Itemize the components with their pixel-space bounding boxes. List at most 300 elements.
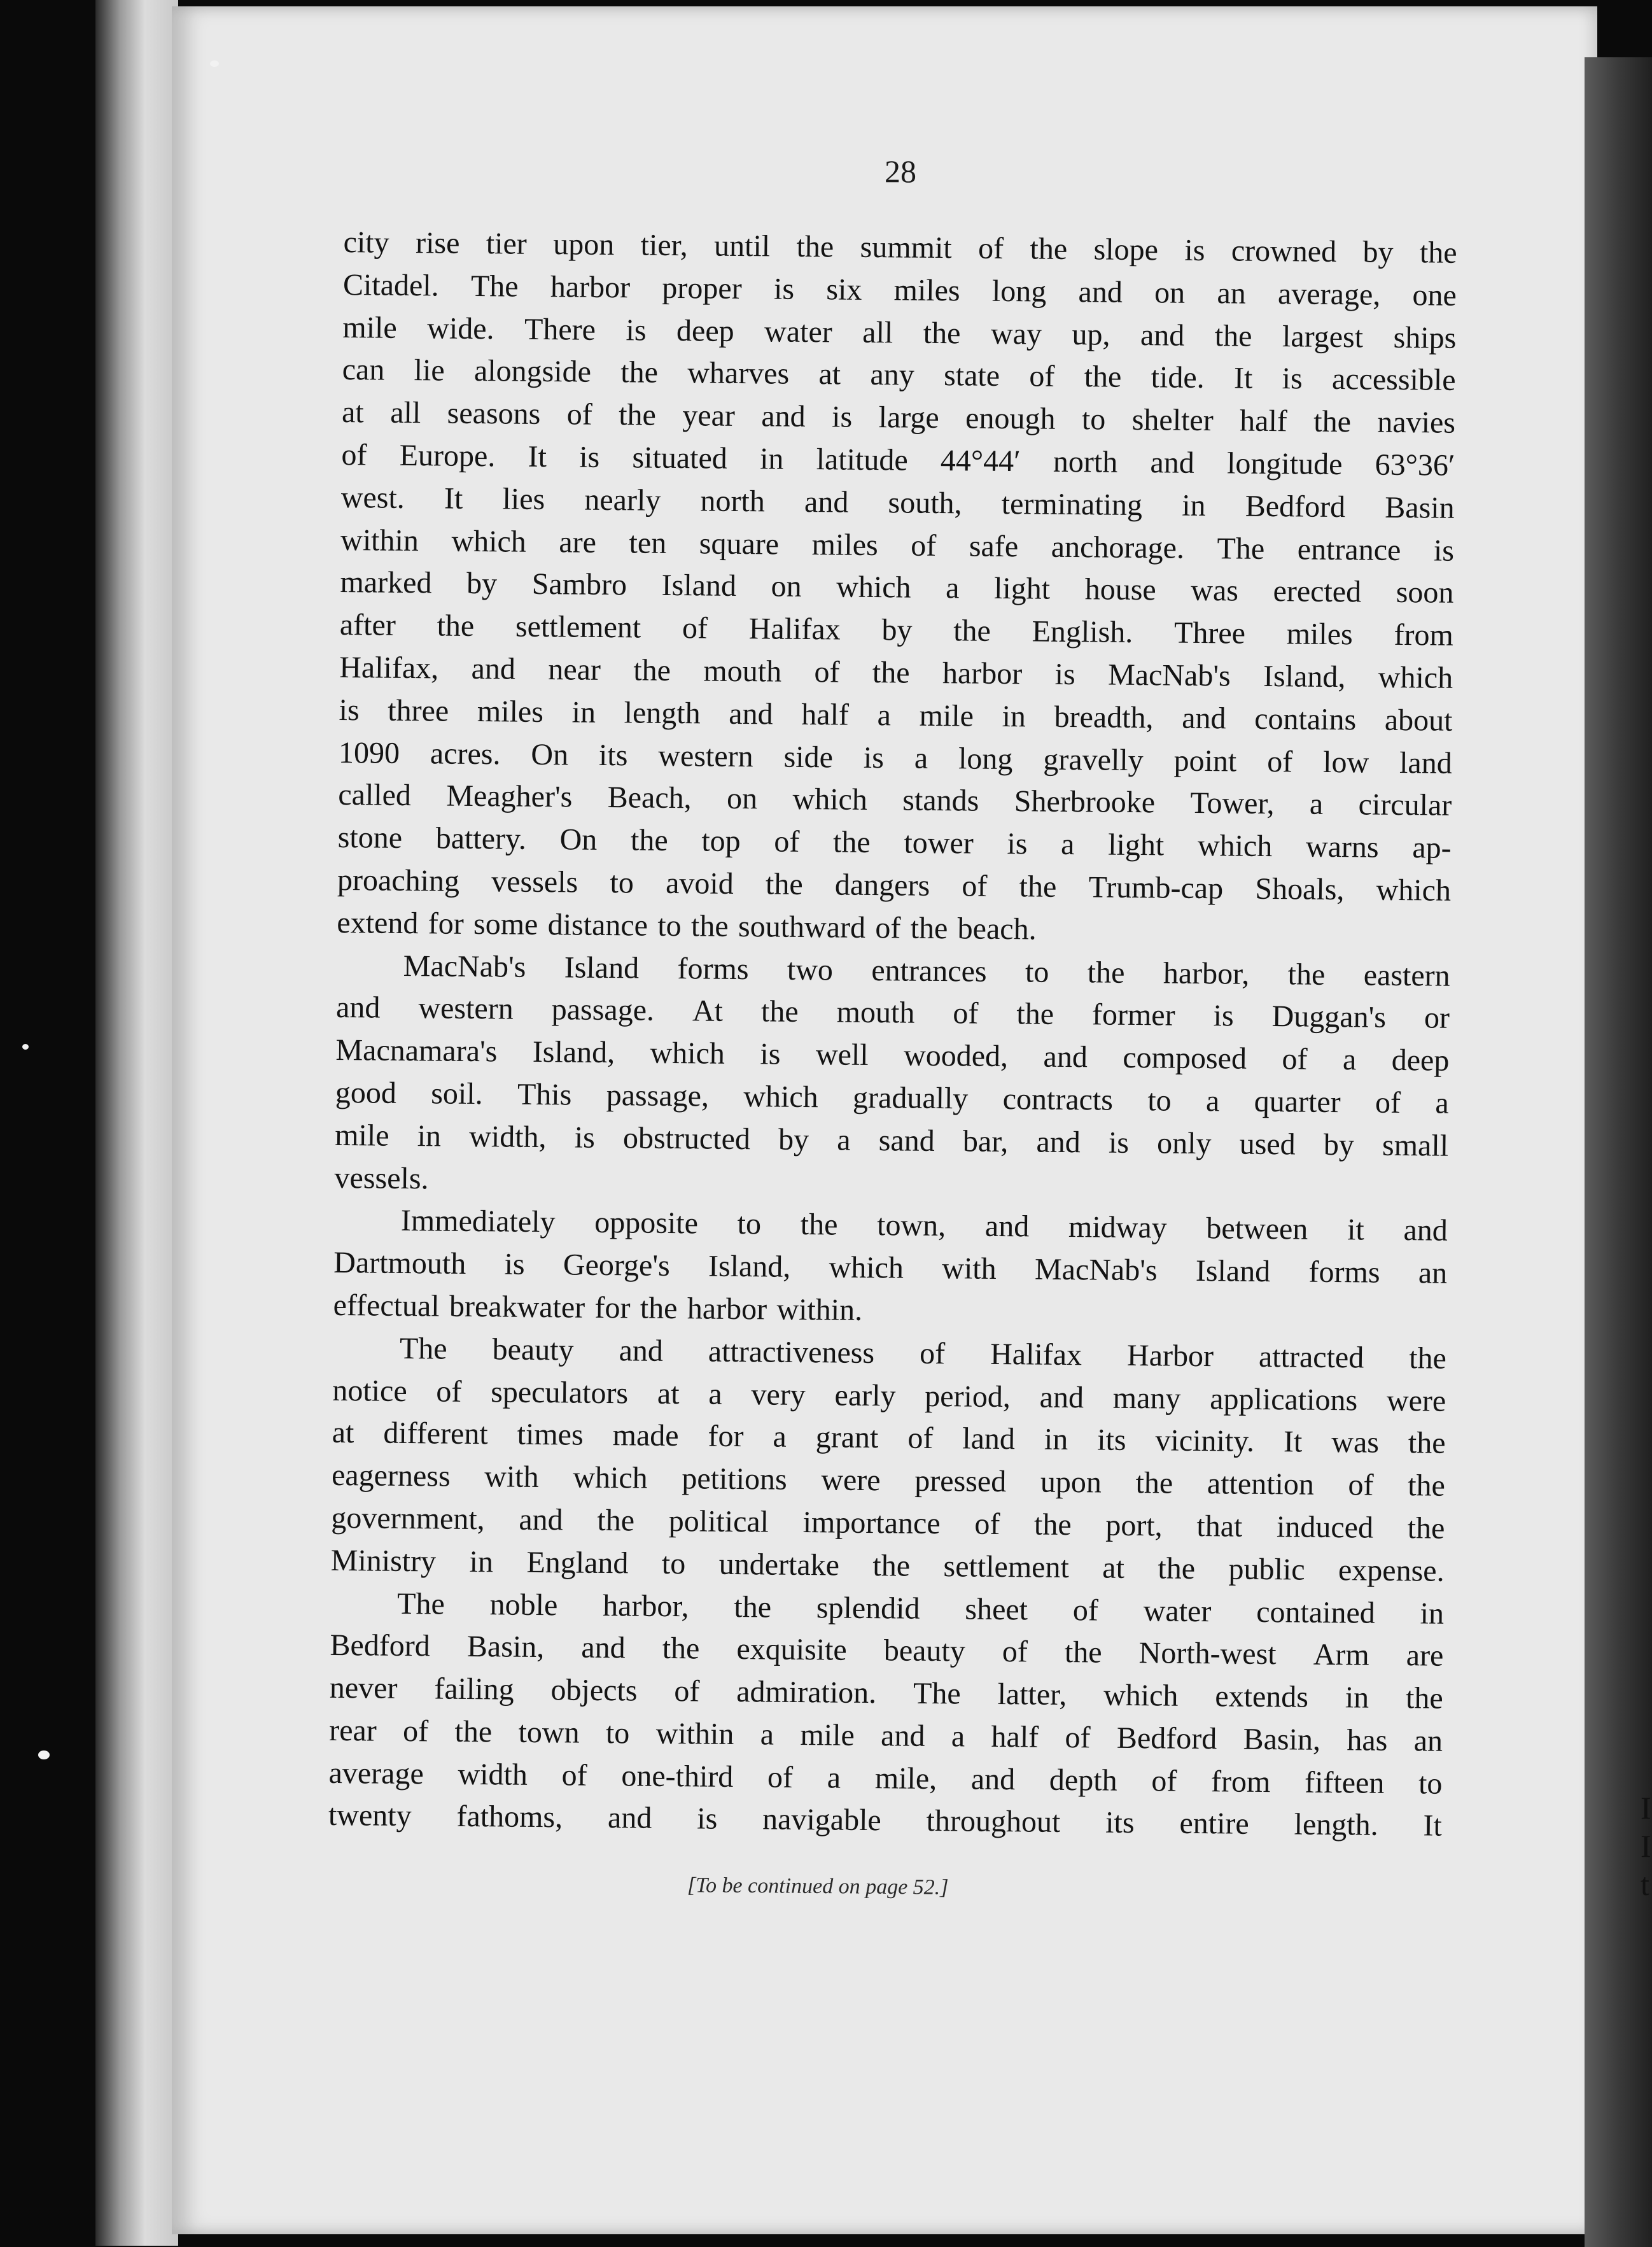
word: and <box>729 696 773 731</box>
word: Arm <box>1313 1638 1369 1672</box>
word: an <box>1217 276 1247 311</box>
word: mile, <box>874 1761 937 1796</box>
word: was <box>1331 1425 1380 1460</box>
word: latitude <box>816 442 908 477</box>
word: contracts <box>1002 1081 1114 1117</box>
word: is <box>1007 827 1028 861</box>
word: pressed <box>914 1463 1007 1499</box>
word: by <box>1362 235 1394 269</box>
word: different <box>383 1416 488 1451</box>
word: Macnamara's <box>335 1033 498 1069</box>
dust-speck <box>22 1044 29 1050</box>
word: to <box>1147 1083 1172 1118</box>
word: contained <box>1256 1595 1376 1630</box>
word: one <box>1412 278 1457 313</box>
word: well <box>815 1038 869 1073</box>
word: average, <box>1277 276 1381 312</box>
dust-speck <box>38 1750 50 1759</box>
word: and <box>607 1801 652 1836</box>
word: ap- <box>1412 831 1452 865</box>
word: The <box>399 1331 447 1366</box>
word: stone <box>337 821 403 856</box>
word: of <box>875 910 901 945</box>
word: a <box>1060 828 1075 862</box>
word: ten <box>629 525 667 560</box>
word: Island <box>661 568 737 603</box>
adjacent-page-edge <box>1585 57 1652 2247</box>
word: the <box>630 823 668 858</box>
word: Bedford <box>330 1628 431 1663</box>
word: Bedford <box>1116 1721 1217 1756</box>
word: acres. <box>430 736 501 771</box>
word: which <box>1197 829 1273 864</box>
word: used <box>1239 1127 1296 1162</box>
word: opposite <box>594 1206 699 1241</box>
word: failing <box>434 1672 514 1707</box>
word: it <box>1347 1213 1365 1247</box>
word: safe <box>969 529 1019 563</box>
word: the <box>633 653 671 687</box>
word: midway <box>1068 1210 1167 1245</box>
word: situated <box>632 440 728 475</box>
word: settlement <box>515 609 641 645</box>
word: which <box>1376 873 1452 908</box>
word: the <box>872 655 910 690</box>
dust-speck <box>210 60 219 67</box>
word: Basin <box>1385 490 1455 525</box>
word: deep <box>1391 1043 1450 1078</box>
word: the <box>1064 1635 1102 1670</box>
word: longitude <box>1226 446 1343 482</box>
word: after <box>339 608 396 642</box>
word: 44°44′ <box>940 444 1021 479</box>
word: notice <box>332 1373 407 1408</box>
word: a <box>945 571 960 605</box>
word: of <box>1065 1720 1091 1755</box>
word: lies <box>502 482 545 516</box>
word: house <box>1084 572 1156 607</box>
word: at <box>341 395 365 430</box>
word: of <box>774 824 800 859</box>
word: many <box>1112 1381 1181 1416</box>
word: in <box>1044 1422 1068 1457</box>
word: some <box>473 906 538 941</box>
word: quarter <box>1254 1084 1341 1120</box>
word: extends <box>1215 1679 1309 1714</box>
word: the <box>662 1631 700 1666</box>
word: the <box>1408 1341 1447 1376</box>
word: with <box>942 1251 997 1286</box>
word: Bedford <box>1245 489 1346 524</box>
word: fifteen <box>1304 1765 1385 1800</box>
word: It <box>528 439 547 474</box>
word: and <box>1036 1125 1081 1159</box>
word: of <box>566 397 593 432</box>
word: the <box>618 398 657 432</box>
word: 63°36′ <box>1375 447 1455 483</box>
word: the <box>1408 1426 1446 1461</box>
word: the <box>953 614 991 648</box>
word: a <box>760 1717 774 1752</box>
word: dangers <box>834 868 930 903</box>
word: MacNab's <box>1034 1252 1158 1288</box>
word: a <box>951 1719 965 1754</box>
word: for <box>594 1290 631 1325</box>
word: grant <box>815 1420 879 1455</box>
word: tier <box>486 227 528 261</box>
word: which <box>573 1460 648 1495</box>
word: western <box>418 991 514 1026</box>
word: This <box>517 1077 572 1112</box>
word: western <box>658 738 753 773</box>
word: George's <box>563 1248 670 1283</box>
word: is <box>831 400 853 434</box>
word: only <box>1156 1126 1212 1160</box>
word: a <box>827 1761 841 1795</box>
word: a <box>877 698 892 733</box>
word: mile <box>342 310 397 345</box>
word: terminating <box>1001 486 1143 522</box>
word: are <box>1406 1638 1444 1673</box>
word: beach. <box>957 912 1037 947</box>
word: is <box>696 1801 718 1836</box>
word: noble <box>489 1587 558 1622</box>
word: the <box>1407 1469 1446 1503</box>
word: in <box>1181 488 1206 523</box>
word: one-third <box>621 1758 734 1794</box>
word: Ministry <box>330 1543 437 1579</box>
word: its <box>598 738 628 772</box>
word: attention <box>1207 1467 1315 1502</box>
word: and <box>984 1209 1030 1244</box>
word: upon <box>1040 1465 1102 1500</box>
word: Halifax, <box>339 650 439 686</box>
word: small <box>1382 1128 1449 1163</box>
word: by <box>1323 1127 1355 1162</box>
word: There <box>524 312 596 347</box>
word: vicinity. <box>1155 1423 1255 1459</box>
word: two <box>787 952 834 987</box>
word: length. <box>1294 1807 1378 1843</box>
word: miles <box>893 273 960 308</box>
word: 1090 <box>338 735 400 770</box>
word: Basin, <box>466 1630 545 1665</box>
word: the <box>734 1589 772 1624</box>
body-text <box>328 222 1457 1848</box>
word: harbor <box>942 656 1023 691</box>
word: never <box>329 1670 398 1706</box>
word: harbor, <box>1163 955 1250 991</box>
word: rear <box>328 1713 377 1748</box>
word: and <box>1043 1039 1088 1074</box>
word: and <box>1182 701 1226 736</box>
word: harbor <box>687 1292 767 1327</box>
word: the <box>760 994 799 1029</box>
word: ships <box>1393 320 1457 355</box>
word: to <box>737 1207 762 1241</box>
word: Island, <box>708 1249 791 1284</box>
word: half <box>801 697 850 732</box>
word: in <box>1345 1680 1369 1715</box>
word: miles <box>1286 617 1353 652</box>
word: stands <box>902 783 979 818</box>
word: for <box>428 906 464 941</box>
word: which <box>1378 660 1453 695</box>
word: in <box>571 695 596 729</box>
word: a <box>914 741 928 775</box>
word: to <box>1081 402 1106 437</box>
word: settlement <box>943 1549 1070 1584</box>
word: city <box>343 225 389 260</box>
word: in <box>1002 699 1026 734</box>
word: point <box>1173 743 1237 778</box>
word: enough <box>965 401 1056 436</box>
word: in <box>469 1544 494 1579</box>
word: wide. <box>426 311 494 346</box>
word: effectual <box>333 1288 440 1323</box>
word: of <box>674 1674 700 1708</box>
word: the <box>1287 957 1326 992</box>
word: were <box>821 1463 881 1498</box>
word: tower <box>904 826 974 861</box>
word: rise <box>415 226 460 260</box>
word: of <box>436 1374 462 1409</box>
page-number: 28 <box>885 153 916 189</box>
word: soon <box>1396 575 1454 610</box>
word: Citadel. <box>342 267 439 303</box>
word: by <box>881 613 913 647</box>
word: is <box>863 740 885 775</box>
word: crowned <box>1231 234 1337 269</box>
word: North-west <box>1138 1636 1277 1672</box>
word: the <box>1214 318 1252 353</box>
word: of <box>977 231 1004 265</box>
word: tide. <box>1151 360 1205 395</box>
word: at <box>818 357 841 391</box>
word: the <box>1407 1511 1445 1546</box>
word: near <box>548 652 601 687</box>
word: to <box>1025 954 1049 989</box>
word: with <box>484 1460 539 1495</box>
word: made <box>612 1418 679 1453</box>
word: proaching <box>337 863 460 898</box>
word: which <box>836 570 911 605</box>
word: its <box>1105 1806 1135 1840</box>
word: of <box>907 1421 934 1456</box>
word: between <box>1206 1211 1308 1246</box>
word: Duggan's <box>1271 999 1387 1035</box>
word: that <box>1196 1509 1243 1544</box>
word: on <box>726 782 758 816</box>
word: and <box>471 651 516 686</box>
word: the <box>620 355 659 390</box>
word: beauty <box>883 1633 966 1668</box>
word: public <box>1228 1552 1305 1587</box>
word: the <box>796 229 834 264</box>
word: the <box>1019 870 1057 904</box>
word: the <box>437 609 475 644</box>
word: is <box>578 440 600 474</box>
word: entrance <box>1297 532 1401 567</box>
word: gradually <box>852 1080 969 1116</box>
word: a <box>1435 1086 1450 1120</box>
word: mouth <box>836 995 915 1031</box>
word: of <box>682 611 708 645</box>
word: undertake <box>718 1547 840 1582</box>
word: latter, <box>997 1677 1067 1712</box>
word: mile <box>919 698 974 733</box>
word: government, <box>331 1500 485 1537</box>
word: from <box>1394 618 1454 652</box>
word: Harbor <box>1126 1338 1214 1373</box>
word: of <box>911 528 937 563</box>
word: MacNab's <box>1107 658 1231 693</box>
word: warns <box>1305 829 1379 864</box>
word: and <box>761 399 806 434</box>
word: wooded, <box>903 1038 1009 1074</box>
word: On <box>531 737 569 771</box>
word: passage, <box>606 1078 710 1113</box>
word: Island <box>564 950 640 985</box>
word: navies <box>1377 405 1456 440</box>
word: English. <box>1032 614 1133 650</box>
word: period, <box>925 1379 1011 1414</box>
word: average <box>328 1756 424 1791</box>
word: proper <box>662 271 742 306</box>
word: Three <box>1173 616 1246 651</box>
word: harbor <box>550 269 631 305</box>
word: depth <box>1049 1763 1117 1798</box>
word: any <box>870 358 915 393</box>
word: land <box>1399 745 1453 780</box>
word: to <box>657 908 682 943</box>
word: to <box>605 1715 630 1750</box>
word: a <box>1205 1084 1220 1118</box>
word: are <box>559 525 597 560</box>
word: west. <box>340 480 405 515</box>
word: and <box>581 1630 626 1665</box>
word: by <box>466 567 498 601</box>
word: eastern <box>1363 957 1450 993</box>
word: Beach, <box>607 780 692 815</box>
word: is <box>1433 533 1455 568</box>
word: Island, <box>1263 659 1346 694</box>
word: circular <box>1358 787 1452 823</box>
word: land <box>962 1421 1016 1456</box>
word: is <box>339 693 360 728</box>
word: political <box>668 1504 769 1539</box>
word: mile <box>334 1118 389 1153</box>
word: contains <box>1254 701 1357 737</box>
word: It <box>1233 361 1253 396</box>
word: all <box>862 315 893 349</box>
word: town, <box>876 1208 946 1243</box>
word: distance <box>547 907 648 943</box>
word: and <box>335 990 381 1025</box>
word: on <box>771 569 802 604</box>
word: applications <box>1209 1381 1358 1417</box>
word: admiration. <box>736 1675 877 1710</box>
word: three <box>388 693 449 728</box>
word: of <box>1282 1042 1308 1076</box>
word: on <box>1154 276 1186 310</box>
word: at <box>332 1416 354 1450</box>
word: Dartmouth <box>333 1246 466 1281</box>
word: avoid <box>665 866 734 901</box>
word: upon <box>552 227 615 262</box>
word: accessible <box>1331 362 1456 398</box>
word: and <box>1140 318 1185 353</box>
word: the <box>1135 1466 1173 1500</box>
word: and <box>1039 1380 1084 1414</box>
word: which <box>451 524 527 559</box>
word: very <box>751 1377 806 1412</box>
word: water <box>1143 1593 1212 1628</box>
word: importance <box>802 1505 941 1540</box>
word: of <box>341 437 367 472</box>
word: obstructed <box>622 1121 751 1156</box>
word: of <box>1348 1468 1374 1502</box>
word: state <box>943 358 1000 393</box>
word: forms <box>677 951 749 986</box>
word: Trumb-cap <box>1088 870 1224 906</box>
word: It <box>1283 1425 1303 1459</box>
word: a <box>1342 1043 1357 1077</box>
word: and <box>1150 446 1195 480</box>
word: tier, <box>640 228 688 263</box>
word: of <box>814 655 840 689</box>
word: its <box>1096 1423 1126 1458</box>
word: from <box>1210 1764 1271 1799</box>
word: fathoms, <box>456 1800 563 1835</box>
word: good <box>335 1075 397 1110</box>
word: square <box>699 526 780 561</box>
word: of <box>1375 1085 1401 1120</box>
word: is <box>574 1120 596 1155</box>
word: largest <box>1282 319 1364 354</box>
word: Basin, <box>1243 1722 1321 1757</box>
word: Halifax <box>990 1337 1082 1372</box>
word: slope <box>1093 232 1159 267</box>
word: eagerness <box>331 1458 451 1493</box>
word: the <box>923 316 961 350</box>
word: the <box>800 1208 838 1242</box>
word: passage. <box>551 992 655 1028</box>
word: petitions <box>682 1462 787 1497</box>
word: harbor, <box>602 1588 689 1623</box>
word: speculators <box>490 1374 629 1410</box>
word: is <box>504 1247 525 1281</box>
word: half <box>991 1719 1039 1754</box>
word: and <box>970 1762 1016 1796</box>
word: can <box>342 353 385 388</box>
word: seasons <box>447 396 541 432</box>
word: It <box>1423 1808 1443 1843</box>
word: town <box>518 1715 580 1750</box>
word: of <box>962 869 988 903</box>
word: On <box>559 822 598 857</box>
word: about <box>1384 703 1453 738</box>
word: the <box>1158 1551 1196 1586</box>
word: which <box>792 782 868 817</box>
word: half <box>1239 404 1288 439</box>
word: of <box>1002 1635 1028 1669</box>
word: early <box>834 1378 896 1412</box>
word: expense. <box>1338 1553 1445 1588</box>
word: forms <box>1308 1255 1380 1290</box>
word: The <box>396 1586 445 1621</box>
word: soil. <box>430 1076 483 1111</box>
